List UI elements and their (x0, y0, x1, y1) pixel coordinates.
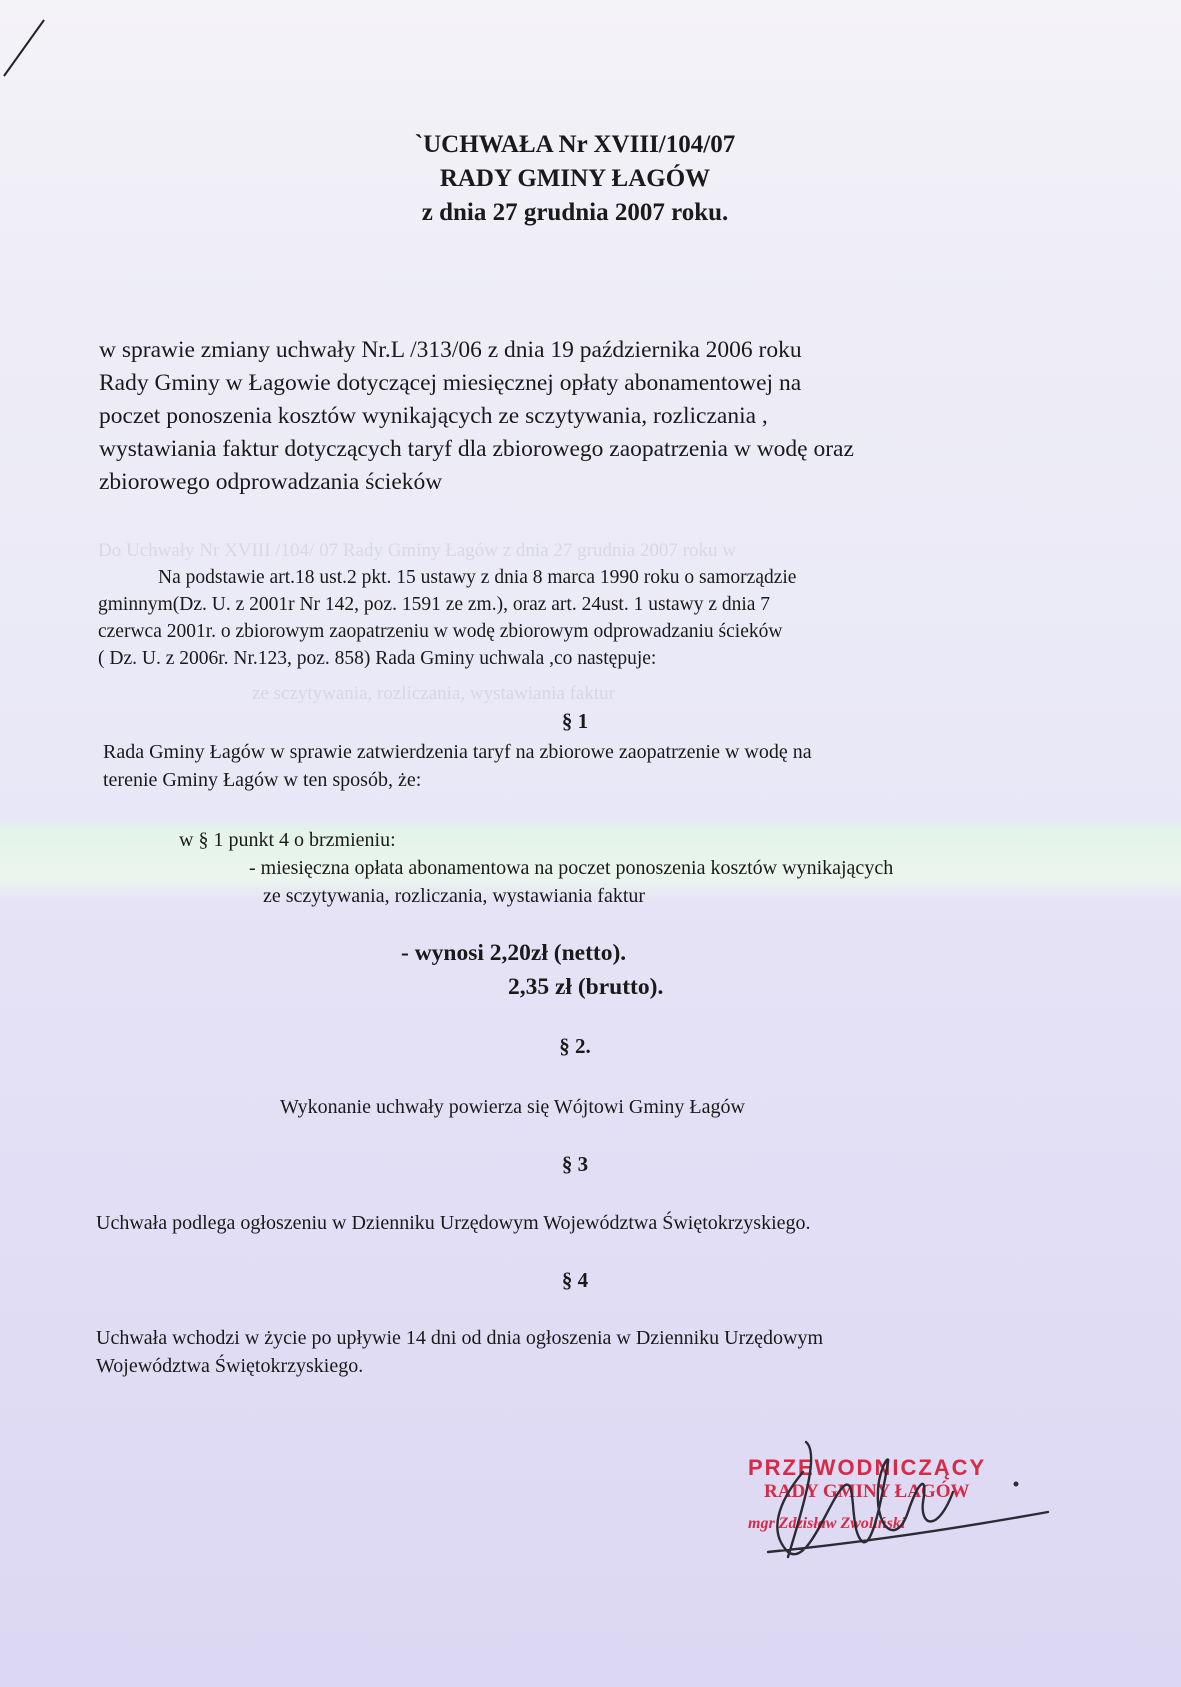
section-1-text-line: Rada Gminy Łagów w sprawie zatwierdzenia taryf na zbiorowe zaopatrzenie w wodę na (103, 741, 812, 763)
section-1-text-line: terenie Gminy Łagów w ten sposób, że: (103, 769, 422, 791)
resolution-subject: w sprawie zmiany uchwały Nr.L /313/06 z dnia 19 października 2006 roku Rady Gminy w Łagowie dotyczącej miesięcznej opłaty abonamentowej na poczet ponoszenia kosztów wynikających ze sczytywania, rozliczania , wystawiania faktur dotyczących taryf dla zbiorowego zaopatrzenia w wodę oraz zbiorowego odprowadzania ścieków (99, 337, 854, 495)
section-3-mark: § 3 (561, 1152, 589, 1176)
fee-net: - wynosi 2,20zł (netto). (401, 940, 627, 966)
section-4-text (96, 1324, 823, 1380)
legal-basis-line: czerwca 2001r. o zbiorowym zaopatrzeniu w wodę zbiorowym odprowadzaniu ścieków (98, 621, 783, 642)
fee-gross: 2,35 zł (brutto). (508, 974, 664, 1000)
bleed-through-line: ze sczytywania, rozliczania, wystawiania faktur (252, 683, 615, 704)
handwritten-signature (748, 1432, 1068, 1582)
amendment-item (249, 854, 893, 910)
section-1-text (103, 738, 812, 794)
legal-basis-line: ( Dz. U. z 2006r. Nr.123, poz. 858) Rada Gminy uchwala ,co następuje: (98, 648, 657, 669)
amendment-item-line: - miesięczna opłata abonamentowa na poczet ponoszenia kosztów wynikających (249, 857, 894, 879)
section-2-text: Wykonanie uchwały powierza się Wójtowi Gminy Łagów (280, 1096, 745, 1118)
section-4-mark: § 4 (561, 1268, 589, 1292)
section-4-text-line: Uchwała wchodzi w życie po upływie 14 dni od dnia ogłoszenia w Dzienniku Urzędowym (96, 1327, 824, 1349)
resolution-date: z dnia 27 grudnia 2007 roku. (421, 199, 729, 226)
legal-basis (98, 564, 1018, 672)
bleed-through-line: Do Uchwały Nr XVIII /104/ 07 Rady Gminy Łagów z dnia 27 grudnia 2007 roku w (98, 540, 736, 561)
amendment-intro: w § 1 punkt 4 o brzmieniu: (179, 829, 396, 851)
section-4-text-line: Województwa Świętokrzyskiego. (96, 1355, 364, 1377)
document-header (0, 128, 1150, 230)
section-3-text: Uchwała podlega ogłoszeniu w Dzienniku Urzędowym Województwa Świętokrzyskiego. (96, 1212, 811, 1234)
resolution-title: `UCHWAŁA Nr XVIII/104/07 (414, 131, 736, 158)
section-1-mark: § 1 (561, 709, 589, 733)
stamp-title: PRZEWODNICZĄCY (748, 1455, 987, 1480)
amendment-item-line: ze sczytywania, rozliczania, wystawiania faktur (263, 885, 646, 907)
section-2-mark: § 2. (559, 1034, 591, 1058)
stamp-council: RADY GMINY ŁAGÓW (764, 1481, 970, 1502)
scan-mark (0, 18, 60, 88)
stamp-name: mgr Zdzisław Zwoliński (748, 1515, 906, 1532)
legal-basis-line: Na podstawie art.18 ust.2 pkt. 15 ustawy z dnia 8 marca 1990 roku o samorządzie (158, 567, 797, 588)
legal-basis-line: gminnym(Dz. U. z 2001r Nr 142, poz. 1591 ze zm.), oraz art. 24ust. 1 ustawy z dnia 7 (98, 594, 771, 615)
council-name: RADY GMINY ŁAGÓW (439, 165, 711, 192)
